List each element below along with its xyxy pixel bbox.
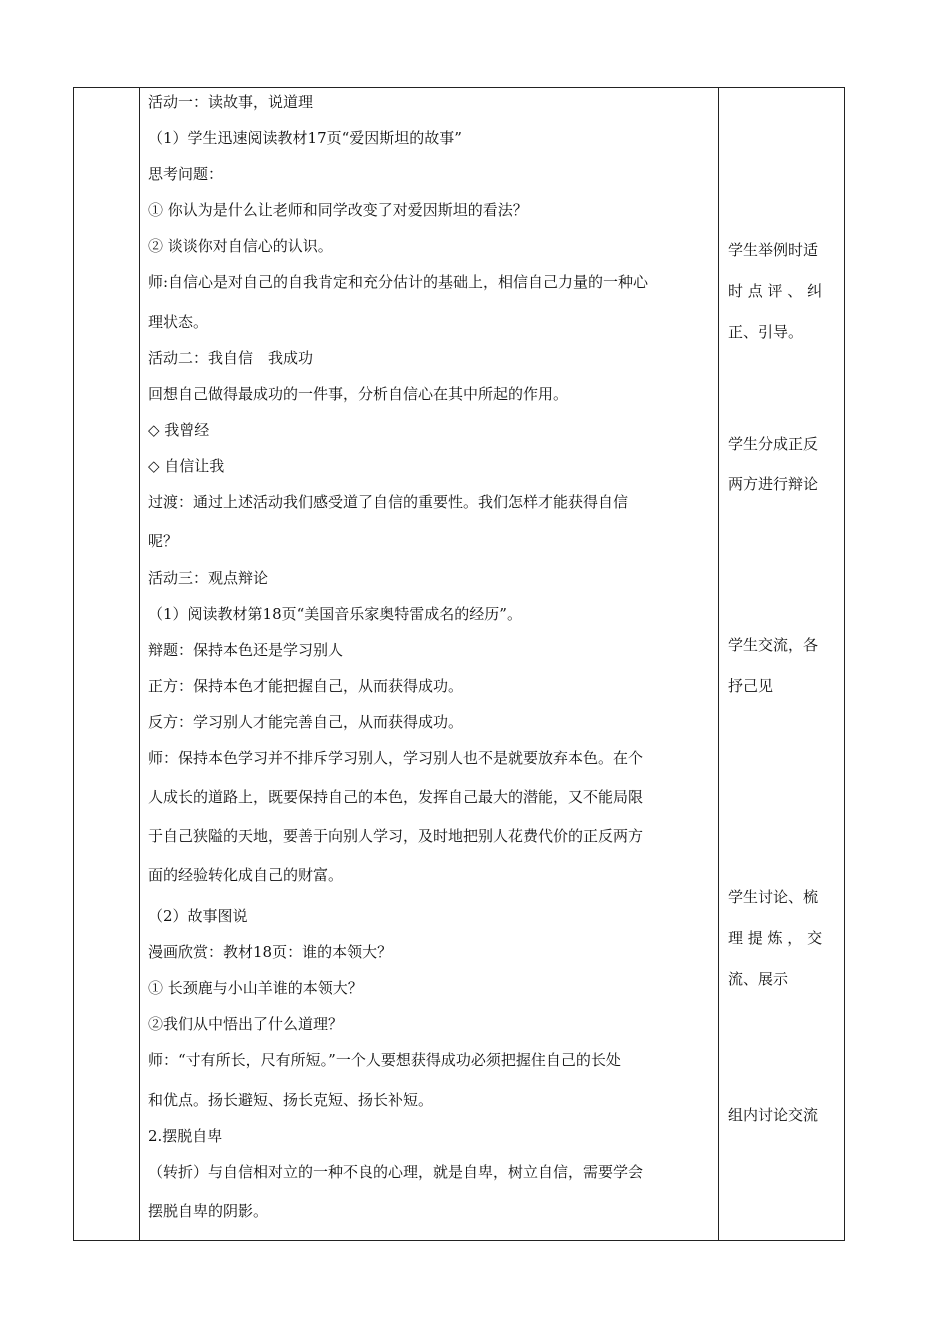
side-note-line: 学生讨论、梳 [728, 888, 819, 906]
text-line: ① 你认为是什么让老师和同学改变了对爱因斯坦的看法？ [148, 201, 528, 219]
text-line: 辩题：保持本色还是学习别人 [148, 641, 344, 659]
text-line: 师：保持本色学习并不排斥学习别人，学习别人也不是就要放弃本色。在个 [148, 749, 644, 767]
text-line: ② 谈谈你对自信心的认识。 [148, 237, 333, 255]
side-note-line: 学生举例时适 [728, 241, 819, 259]
column-divider [139, 88, 140, 1240]
side-note-line: 正、引导。 [728, 323, 804, 341]
side-note-line: 理 提 炼 ， 交 [728, 929, 823, 947]
text-line: 活动一：读故事，说道理 [148, 93, 314, 111]
text-line: 2.摆脱自卑 [148, 1127, 223, 1145]
side-note-line: 两方进行辩论 [728, 475, 819, 493]
text-line: ◇ 我曾经 [148, 421, 210, 439]
text-line: ① 长颈鹿与小山羊谁的本领大？ [148, 979, 363, 997]
text-line: 活动三：观点辩论 [148, 569, 269, 587]
lesson-table [73, 87, 845, 1241]
side-note-line: 时 点 评 、 纠 [728, 282, 823, 300]
text-line: 正方：保持本色才能把握自己，从而获得成功。 [148, 677, 464, 695]
side-note-line: 抒己见 [728, 677, 774, 695]
text-line: 反方：学习别人才能完善自己，从而获得成功。 [148, 713, 464, 731]
text-line: （1）阅读教材第18页“美国音乐家奥特雷成名的经历”。 [148, 605, 522, 623]
text-line: 思考问题： [148, 165, 224, 183]
text-line: 呢？ [148, 532, 179, 550]
text-line: 活动二：我自信 我成功 [148, 349, 314, 367]
side-note-line: 流、展示 [728, 970, 789, 988]
text-line: 人成长的道路上，既要保持自己的本色，发挥自己最大的潜能，又不能局限 [148, 788, 644, 806]
text-line: 和优点。扬长避短、扬长克短、扬长补短。 [148, 1091, 434, 1109]
text-line: 回想自己做得最成功的一件事，分析自信心在其中所起的作用。 [148, 385, 569, 403]
column-divider [718, 88, 719, 1240]
text-line: 漫画欣赏：教材18页：谁的本领大？ [148, 943, 393, 961]
text-line: 师：“寸有所长，尺有所短。”一个人要想获得成功必须把握住自己的长处 [148, 1051, 621, 1069]
text-line: 摆脱自卑的阴影。 [148, 1202, 269, 1220]
side-note-line: 学生交流，各 [728, 636, 819, 654]
text-line: ◇ 自信让我 [148, 457, 225, 475]
text-line: 理状态。 [148, 313, 209, 331]
text-line: ②我们从中悟出了什么道理？ [148, 1015, 344, 1033]
text-line: 过渡：通过上述活动我们感受道了自信的重要性。我们怎样才能获得自信 [148, 493, 629, 511]
text-line: 面的经验转化成自己的财富。 [148, 866, 344, 884]
side-note-line: 组内讨论交流 [728, 1106, 819, 1124]
text-line: 于自己狭隘的天地，要善于向别人学习，及时地把别人花费代价的正反两方 [148, 827, 644, 845]
text-line: （1）学生迅速阅读教材17页“爱因斯坦的故事” [148, 129, 462, 147]
text-line: （转折）与自信相对立的一种不良的心理，就是自卑，树立自信，需要学会 [148, 1163, 644, 1181]
text-line: （2）故事图说 [148, 907, 248, 925]
side-note-line: 学生分成正反 [728, 435, 819, 453]
text-line: 师:自信心是对自己的自我肯定和充分估计的基础上，相信自己力量的一种心 [148, 273, 649, 291]
